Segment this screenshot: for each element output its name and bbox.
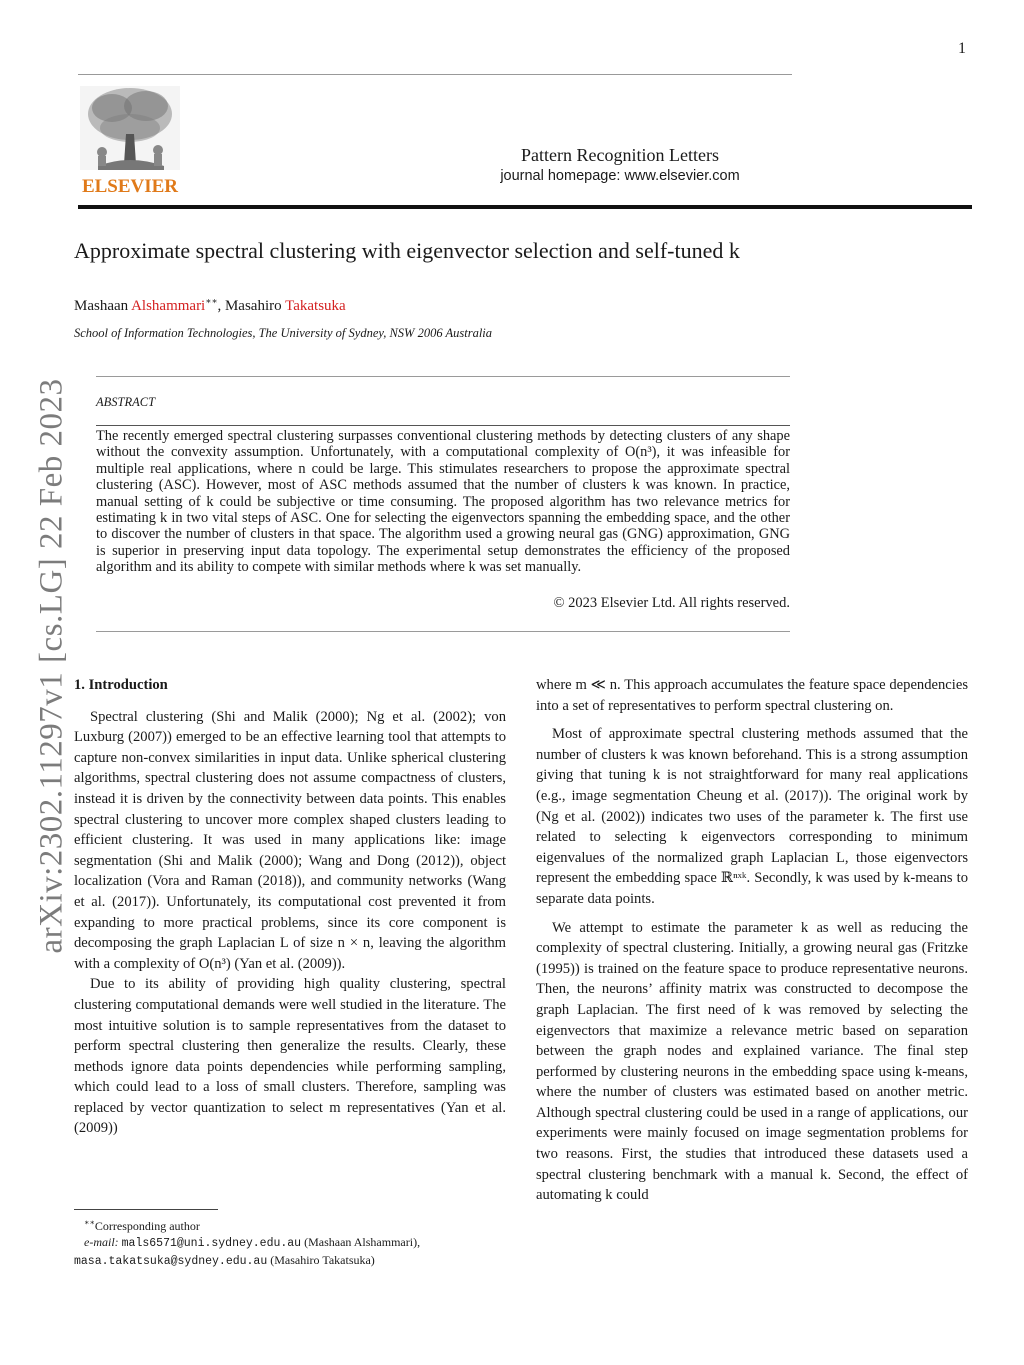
copyright-notice: © 2023 Elsevier Ltd. All rights reserved.	[553, 595, 790, 611]
abstract-heading: ABSTRACT	[96, 395, 156, 409]
journal-header	[300, 144, 940, 186]
author-separator: , Masahiro	[217, 298, 286, 314]
intro-paragraph-2: Due to its ability of providing high quality clustering, spectral clustering computational demands were well studied in the literature. The most intuitive solution is to sample representatives from the dataset to perform spectral clustering then generalize the results. Clearly, these methods ignore data points dependencies while performing sampling, which could lead to a loss of small clusters. Therefore, sampling was replaced by vector quantization to select m representatives (Yan et al. (2009))	[74, 976, 506, 1137]
journal-name: Pattern Recognition Letters	[521, 145, 719, 165]
logo-wordmark: ELSEVIER	[81, 176, 179, 196]
abstract-top-rule	[96, 376, 790, 377]
footnote-mark: ∗∗	[84, 1218, 95, 1227]
affiliation: School of Information Technologies, The University of Sydney, NSW 2006 Australia	[74, 326, 493, 340]
header-top-rule	[78, 74, 792, 75]
paper-title: Approximate spectral clustering with eigenvector selection and self-tuned k	[74, 238, 740, 263]
footnote-email-line	[74, 1234, 514, 1252]
email-name-2: (Masahiro Takatsuka)	[267, 1253, 375, 1267]
author-line	[74, 296, 346, 315]
arxiv-side-label: arXiv:2302.11297v1 [cs.LG] 22 Feb 2023	[33, 378, 70, 954]
elsevier-logo	[78, 84, 182, 196]
author2-last[interactable]: Takatsuka	[285, 298, 346, 314]
email-label: e-mail:	[84, 1235, 122, 1249]
intro-paragraph-4: Most of approximate spectral clustering methods assumed that the number of clusters k was known beforehand. This is a strong assumption giving that tuning k is not straightforward for many real applications (e.g., image segmentation Cheung et al. (2017)). The original work by (Ng et al. (2002)) indicates two uses of the parameter k. The first use related to selecting k eigenvectors corresponding to minimum eigenvalues of the normalized graph Laplacian L, those eigenvectors represent the embedding space ℝⁿˣᵏ. Secondly, k was used by k-means to separate data points.	[536, 726, 968, 907]
intro-paragraph-1: Spectral clustering (Shi and Malik (2000); Ng et al. (2002); von Luxburg (2007)) emerged to be an effective learning tool that attempts to capture non-convex similarities in input data. Unlike spherical clustering algorithms, spectral clustering does not assume compactness of clusters, instead it is driven by the connectivity between data points. This enables spectral clustering to uncover more complex shaped clusters leading to efficient clustering. It was used in many applications like: image segmentation (Shi and Malik (2000); Wang and Dong (2012)), object localization (Vora and Raman (2018)), and community networks (Wang et al. (2017)). Unfortunately, its computational cost prevented it from expanding to more practical problems, since its core component is decomposing the graph Laplacian L of size n × n, leaving the algorithm with a complexity of O(n³) (Yan et al. (2009)).	[74, 708, 506, 972]
abstract-heading-rule	[96, 425, 790, 426]
abstract-body	[96, 428, 790, 576]
abstract-text: The recently emerged spectral clustering surpasses conventional clustering methods by detecting clusters of any shape without the convexity assumption. Unfortunately, with a computational complexity of O(n³), it was infeasible for multiple real applications, where n could be large. This stimulates researchers to propose the approximate spectral clustering (ASC). However, most of ASC methods assumed that the number of clusters k was known. In practice, manual setting of k could be subjective or time consuming. The proposed algorithm has two relevance metrics for estimating k in two vital steps of ASC. One for selecting the eigenvectors spanning the embedding space, and the other to discover the number of clusters in that space. The algorithm used a growing neural gas (GNG) approximation, GNG is superior in preserving input data topology. The experimental setup demonstrates the efficiency of the proposed algorithm and its ability to compete with similar methods where k was set manually.	[96, 428, 790, 576]
intro-paragraph-3: where m ≪ n. This approach accumulates the feature space dependencies into a set of representatives to perform spectral clustering on.	[536, 677, 968, 714]
email-name-1: (Mashaan Alshammari),	[301, 1235, 421, 1249]
right-column	[536, 675, 968, 1206]
author1-mark: ∗∗	[205, 296, 218, 306]
email-alshammari[interactable]: mals6571@uni.sydney.edu.au	[121, 1237, 302, 1250]
author1-last[interactable]: Alshammari	[131, 298, 206, 314]
footnote-email-line-2	[74, 1252, 514, 1270]
email-takatsuka[interactable]: masa.takatsuka@sydney.edu.au	[74, 1255, 268, 1268]
section-heading: 1. Introduction	[74, 677, 168, 693]
left-column	[74, 675, 506, 1139]
page-number: 1	[958, 40, 966, 57]
elsevier-tree-icon	[78, 84, 182, 196]
footnote-rule	[74, 1209, 218, 1210]
intro-paragraph-5: We attempt to estimate the parameter k as well as reducing the complexity of spectral clustering. Initially, a growing neural gas (Fritzke (1995)) is trained on the feature space to produce representative neurons. Then, the neurons’ affinity matrix was constructed to decompose the graph Laplacian. The first need of k was removed by selecting the eigenvectors that maximize a relevance metric based on separation between the graph nodes and explained variance. The final step performed by clustering neurons in the embedding space using k-means, where the number of clusters was estimated based on another metric. Although spectral clustering could be used in a range of applications, our experiments were mainly focused on image segmentation problems for two reasons. First, the studies that introduced these datasets used a spectral clustering benchmark with a manual k. Second, the effect of automating k could	[536, 919, 968, 1204]
footnote-corresponding	[74, 1215, 514, 1234]
author1-first: Mashaan	[74, 298, 132, 314]
footnote-label: Corresponding author	[94, 1219, 200, 1233]
footnote	[74, 1215, 514, 1270]
abstract-bottom-rule	[96, 631, 790, 632]
journal-homepage[interactable]: journal homepage: www.elsevier.com	[500, 168, 740, 184]
header-thick-rule	[78, 205, 972, 209]
